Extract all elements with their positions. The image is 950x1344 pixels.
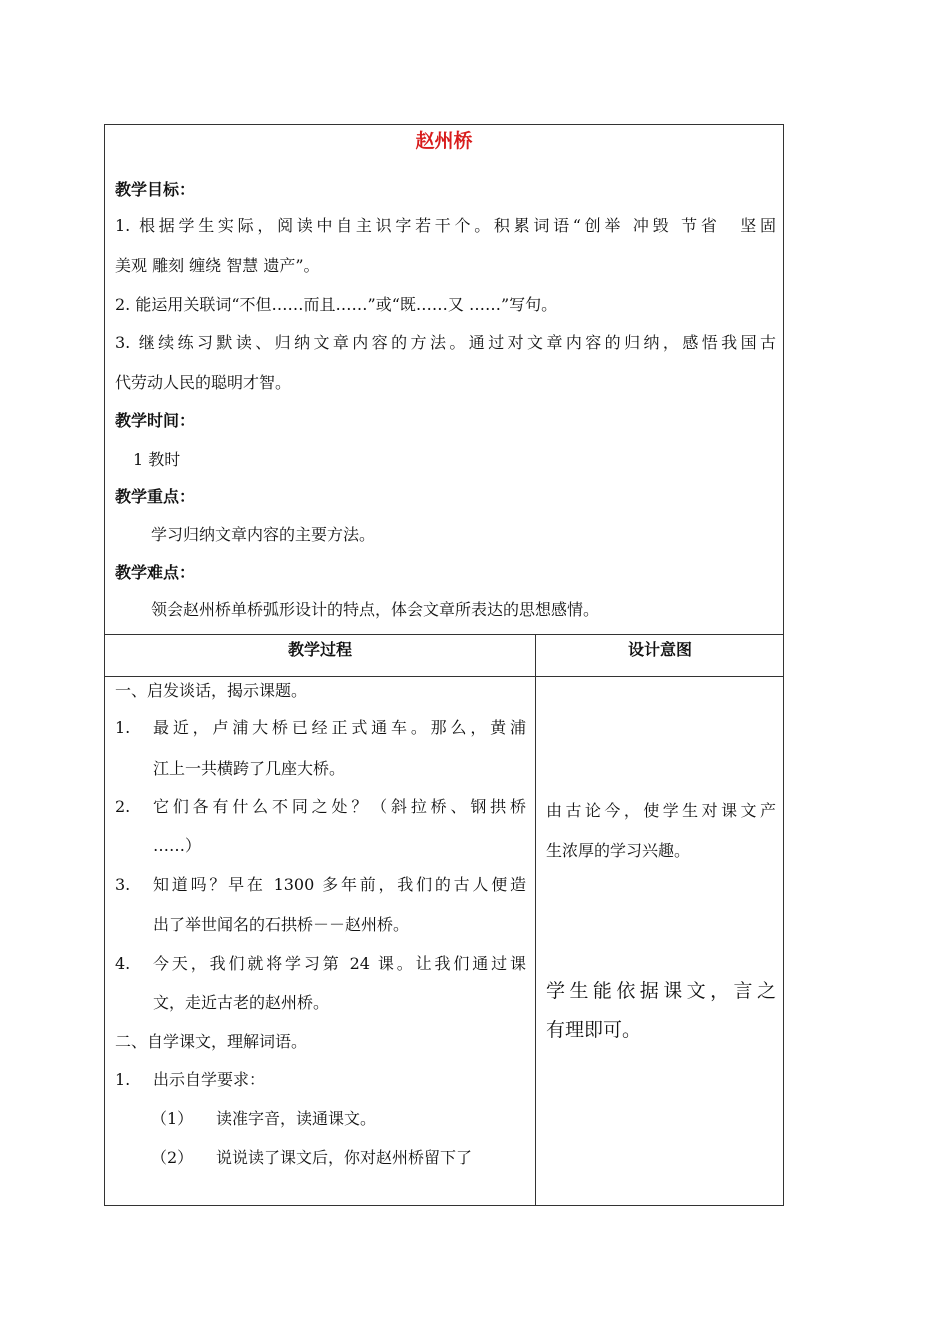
lesson-plan-sheet [104, 124, 784, 1206]
difficulty-value: 领会赵州桥单桥弧形设计的特点，体会文章所表达的思想感情。 [151, 600, 600, 619]
goal-3-line-2: 代劳动人民的聪明才智。 [115, 373, 292, 392]
intent-note-2-line-2: 有理即可。 [546, 1019, 642, 1041]
focus-value: 学习归纳文章内容的主要方法。 [151, 525, 376, 544]
process-column-header: 教学过程 [287, 640, 352, 659]
s1-item-4-num: 4. [115, 954, 131, 973]
goals-heading: 教学目标： [115, 180, 196, 199]
s1-item-2-line-1: 它们各有什么不同之处？（斜拉桥、钢拱桥 [153, 797, 526, 816]
goal-1-line-2: 美观 雕刻 缠绕 智慧 遗产”。 [115, 256, 320, 275]
s1-item-1-line-1: 最近，卢浦大桥已经正式通车。那么，黄浦 [153, 718, 526, 737]
goal-2: 2. 能运用关联词“不但……而且……”或“既……又 ……”写句。 [115, 295, 558, 314]
s1-item-3-line-1: 知道吗？早在 1300 多年前，我们的古人便造 [153, 875, 526, 894]
sub-item-1-text: 读准字音，读通课文。 [216, 1109, 377, 1128]
s1-item-3-num: 3. [115, 875, 131, 894]
s1-item-4-line-2: 文，走近古老的赵州桥。 [153, 993, 330, 1012]
s2-item-1-num: 1. [115, 1070, 131, 1089]
sub-item-1-num: （1） [151, 1109, 194, 1128]
s1-item-2-line-2: ……） [153, 836, 202, 855]
sub-item-2-text: 说说读了课文后，你对赵州桥留下了 [216, 1148, 473, 1167]
s2-item-1: 出示自学要求： [153, 1070, 266, 1089]
goal-1-line-1: 1. 根据学生实际，阅读中自主识字若干个。积累词语“创举 冲毁 节省 坚固 [115, 216, 776, 235]
s1-item-4-line-1: 今天，我们就将学习第 24 课。让我们通过课 [153, 954, 526, 973]
difficulty-heading: 教学难点： [115, 563, 196, 582]
sub-item-2-num: （2） [151, 1148, 194, 1167]
s1-item-1-num: 1. [115, 718, 131, 737]
intent-note-2-line-1: 学生能依据课文，言之 [546, 980, 776, 1002]
time-heading: 教学时间： [115, 411, 196, 430]
section-1-heading: 一、启发谈话，揭示课题。 [115, 681, 308, 700]
table-top-border [105, 634, 783, 635]
time-value: 1 教时 [133, 450, 181, 469]
lesson-title: 赵州桥 [415, 130, 473, 152]
intent-note-1-line-1: 由古论今，使学生对课文产 [546, 801, 776, 820]
intent-column-header: 设计意图 [627, 640, 692, 659]
column-divider [535, 634, 536, 1206]
focus-heading: 教学重点： [115, 487, 196, 506]
s1-item-2-num: 2. [115, 797, 131, 816]
table-header-border [105, 676, 783, 677]
goal-3-line-1: 3. 继续练习默读、归纳文章内容的方法。通过对文章内容的归纳，感悟我国古 [115, 333, 776, 352]
section-2-heading: 二、自学课文，理解词语。 [115, 1032, 308, 1051]
s1-item-3-line-2: 出了举世闻名的石拱桥－－赵州桥。 [153, 915, 410, 934]
s1-item-1-line-2: 江上一共横跨了几座大桥。 [153, 759, 346, 778]
intent-note-1-line-2: 生浓厚的学习兴趣。 [546, 841, 691, 860]
